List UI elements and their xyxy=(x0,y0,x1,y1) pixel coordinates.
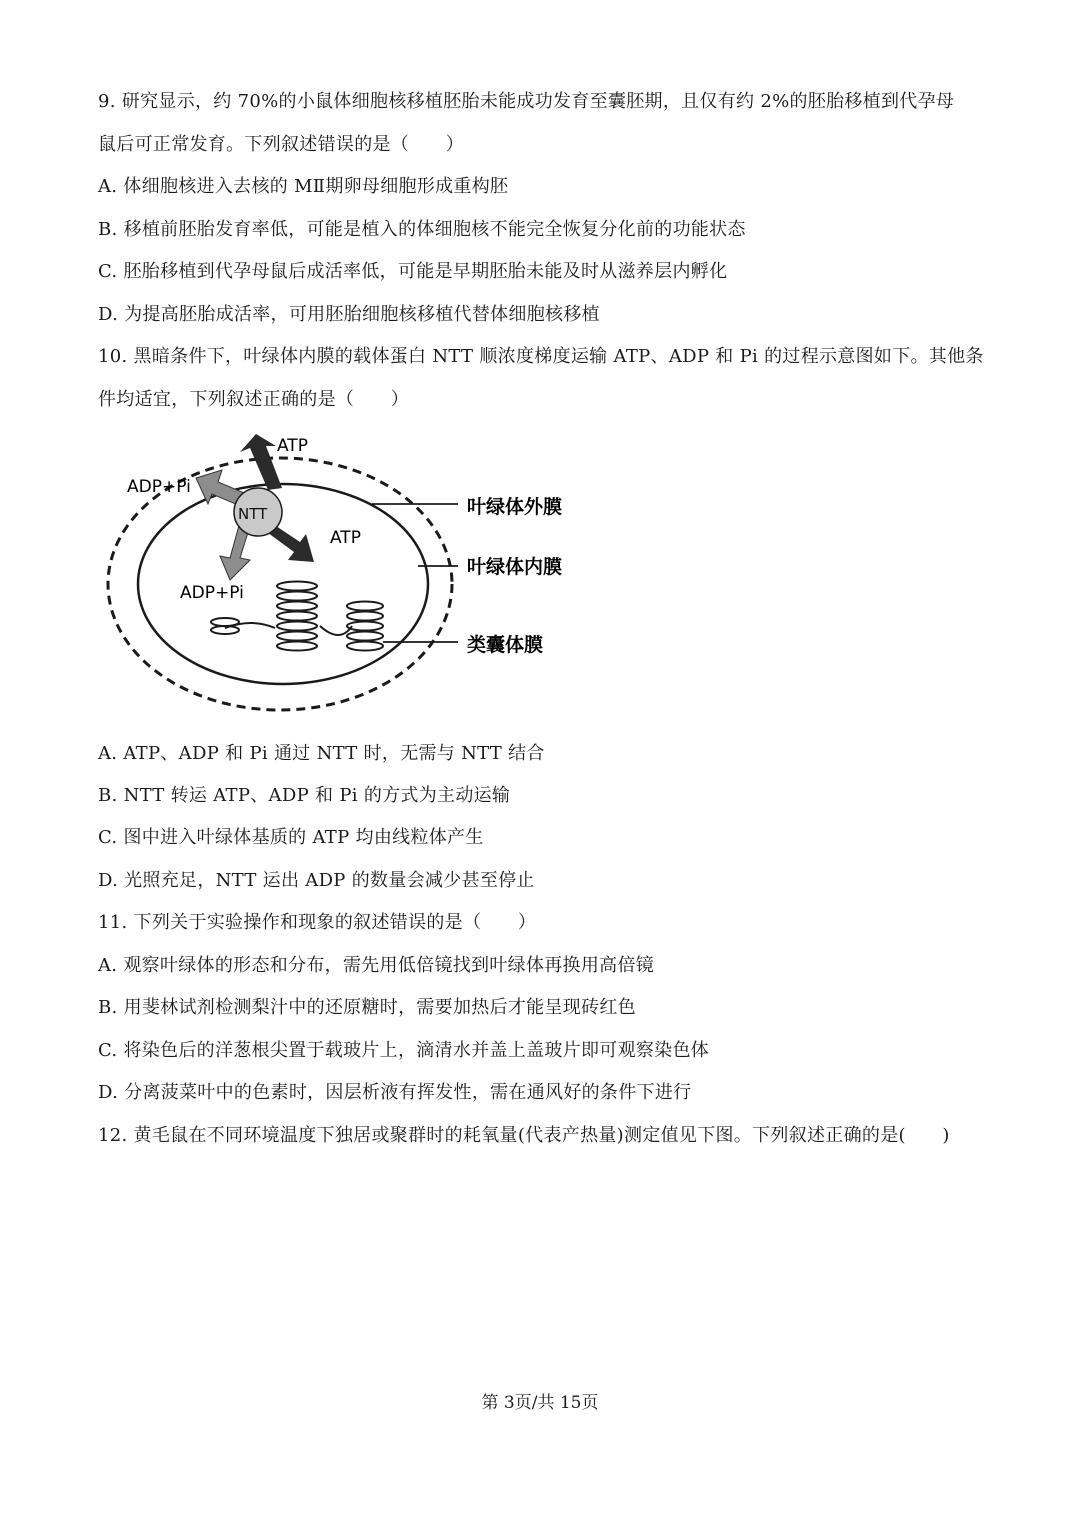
q9-option-d: D. 为提高胚胎成活率，可用胚胎细胞核移植代替体细胞核移植 xyxy=(98,304,600,325)
q10-stem-line2: 件均适宜，下列叙述正确的是（ ） xyxy=(98,389,410,410)
q9-option-a: A. 体细胞核进入去核的 MⅡ期卵母细胞形成重构胚 xyxy=(98,176,509,197)
q10-stem-line1: 10. 黑暗条件下，叶绿体内膜的载体蛋白 NTT 顺浓度梯度运输 ATP、ADP 和 Pi 的过程示意图如下。其他条 xyxy=(98,346,984,367)
inner-membrane-label: 叶绿体内膜 xyxy=(467,556,563,578)
q12-stem: 12. 黄毛鼠在不同环境温度下独居或聚群时的耗氧量(代表产热量)测定值见下图。下列叙述正确的是( ) xyxy=(98,1125,950,1146)
atp-in-top-arrow xyxy=(240,434,282,490)
adp-left-label: ADP+Pi xyxy=(127,477,191,497)
chloroplast-ntt-diagram xyxy=(100,430,600,720)
q10-option-c: C. 图中进入叶绿体基质的 ATP 均由线粒体产生 xyxy=(98,827,484,848)
ntt-label: NTT xyxy=(238,505,268,523)
page-number: 第 3页/共 15页 xyxy=(481,1393,599,1413)
q9-option-b: B. 移植前胚胎发育率低，可能是植入的体细胞核不能完全恢复分化前的功能状态 xyxy=(98,219,746,240)
q11-option-d: D. 分离菠菜叶中的色素时，因层析液有挥发性，需在通风好的条件下进行 xyxy=(98,1082,692,1103)
atp-top-label: ATP xyxy=(277,436,308,456)
q11-option-b: B. 用斐林试剂检测梨汁中的还原糖时，需要加热后才能呈现砖红色 xyxy=(98,997,636,1018)
q11-option-a: A. 观察叶绿体的形态和分布，需先用低倍镜找到叶绿体再换用高倍镜 xyxy=(98,955,655,976)
q9-option-c: C. 胚胎移植到代孕母鼠后成活率低，可能是早期胚胎未能及时从滋养层内孵化 xyxy=(98,261,728,282)
q10-option-d: D. 光照充足，NTT 运出 ADP 的数量会减少甚至停止 xyxy=(98,870,535,891)
q10-option-a: A. ATP、ADP 和 Pi 通过 NTT 时，无需与 NTT 结合 xyxy=(98,743,545,764)
atp-right-label: ATP xyxy=(330,528,361,548)
q10-option-b: B. NTT 转运 ATP、ADP 和 Pi 的方式为主动运输 xyxy=(98,785,511,806)
thylakoid-membrane-label: 类囊体膜 xyxy=(467,634,544,656)
outer-membrane-label: 叶绿体外膜 xyxy=(467,496,563,518)
adp-bottom-label: ADP+Pi xyxy=(180,583,244,603)
grana-right xyxy=(347,602,383,651)
q9-stem-line2: 鼠后可正常发育。下列叙述错误的是（ ） xyxy=(98,134,464,155)
q11-option-c: C. 将染色后的洋葱根尖置于载玻片上，滴清水并盖上盖玻片即可观察染色体 xyxy=(98,1040,710,1061)
q11-stem: 11. 下列关于实验操作和现象的叙述错误的是（ ） xyxy=(98,912,537,933)
grana-middle xyxy=(277,582,317,651)
q9-stem-line1: 9. 研究显示，约 70%的小鼠体细胞核移植胚胎未能成功发育至囊胚期，且仅有约 2%的胚胎移植到代孕母 xyxy=(98,91,955,112)
